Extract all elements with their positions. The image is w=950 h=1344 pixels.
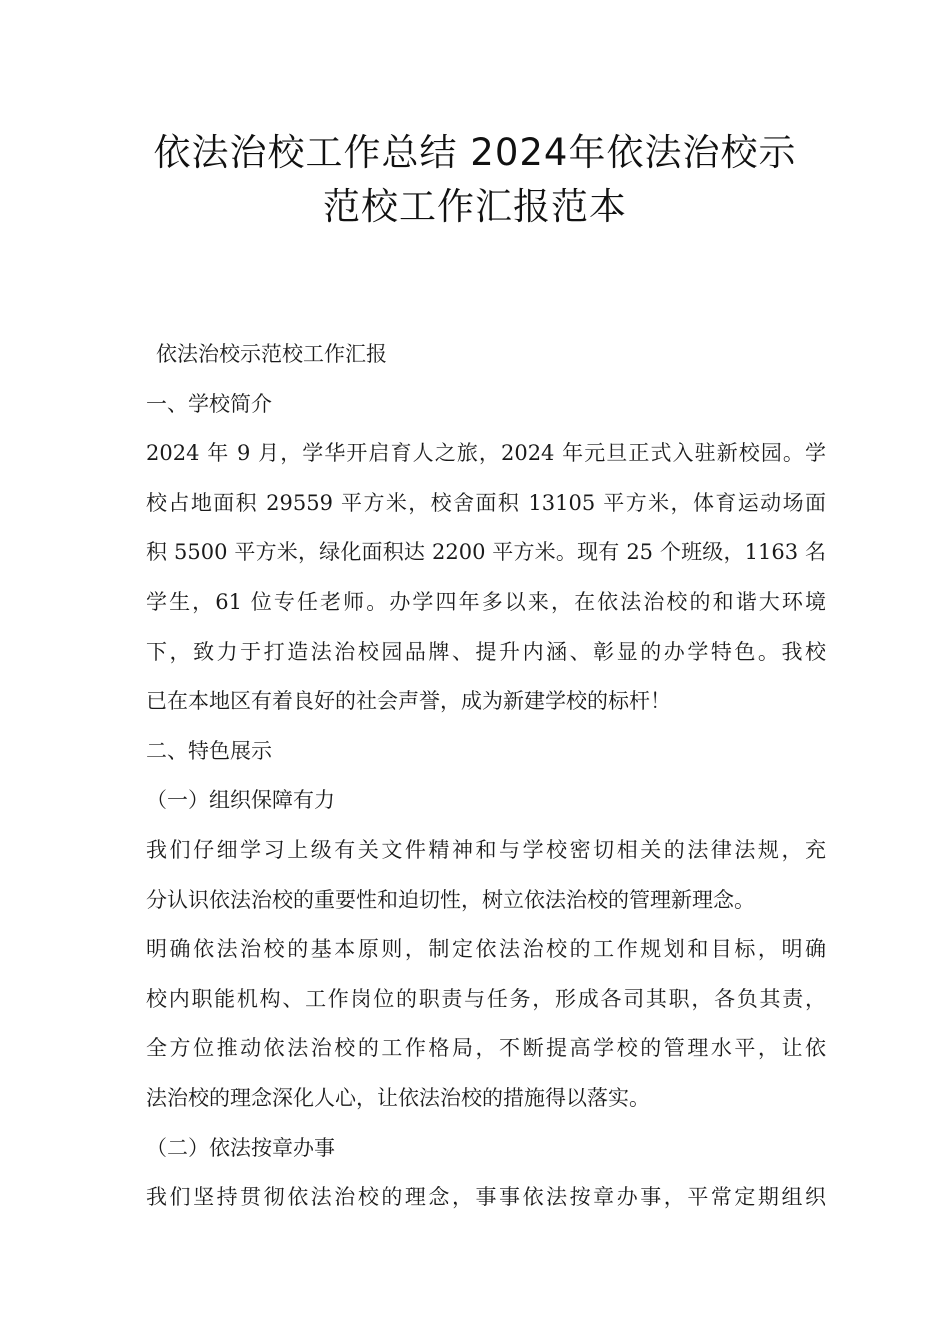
paragraph-line: 我们仔细学习上级有关文件精神和与学校密切相关的法律法规，充: [146, 837, 826, 862]
subtitle: 依法治校示范校工作汇报: [156, 342, 387, 366]
section-heading: 一、学校简介: [146, 391, 272, 416]
paragraph-line: 学生，61 位专任老师。办学四年多以来，在依法治校的和谐大环境: [146, 589, 826, 614]
paragraph-line: 已在本地区有着良好的社会声誉，成为新建学校的标杆！: [146, 689, 671, 714]
paragraph-line: 积 5500 平方米，绿化面积达 2200 平方米。现有 25 个班级，1163 名: [146, 540, 826, 565]
title-line-2: 范校工作汇报范本: [323, 185, 627, 228]
subsection-heading: （二）依法按章办事: [146, 1135, 335, 1160]
paragraph-line: 下，致力于打造法治校园品牌、提升内涵、彰显的办学特色。我校: [146, 639, 826, 664]
paragraph-line: 明确依法治校的基本原则，制定依法治校的工作规划和目标，明确: [146, 937, 826, 962]
paragraph-line: 我们坚持贯彻依法治校的理念，事事依法按章办事，平常定期组织: [146, 1185, 826, 1210]
title-line-1: 依法治校工作总结 2024年依法治校示: [153, 131, 797, 174]
document-title: [120, 126, 830, 234]
paragraph-line: 2024 年 9 月，学华开启育人之旅，2024 年元旦正式入驻新校园。学: [146, 441, 826, 466]
document-body: [146, 330, 826, 1223]
paragraph-line: 校占地面积 29559 平方米，校舍面积 13105 平方米，体育运动场面: [146, 490, 826, 515]
section-heading: 二、特色展示: [146, 738, 272, 763]
paragraph-line: 分认识依法治校的重要性和迫切性，树立依法治校的管理新理念。: [146, 887, 755, 912]
paragraph-line: 法治校的理念深化人心，让依法治校的措施得以落实。: [146, 1085, 650, 1110]
paragraph-line: 全方位推动依法治校的工作格局，不断提高学校的管理水平，让依: [146, 1036, 826, 1061]
paragraph-line: 校内职能机构、工作岗位的职责与任务，形成各司其职，各负其责，: [146, 986, 826, 1011]
subsection-heading: （一）组织保障有力: [146, 788, 335, 813]
